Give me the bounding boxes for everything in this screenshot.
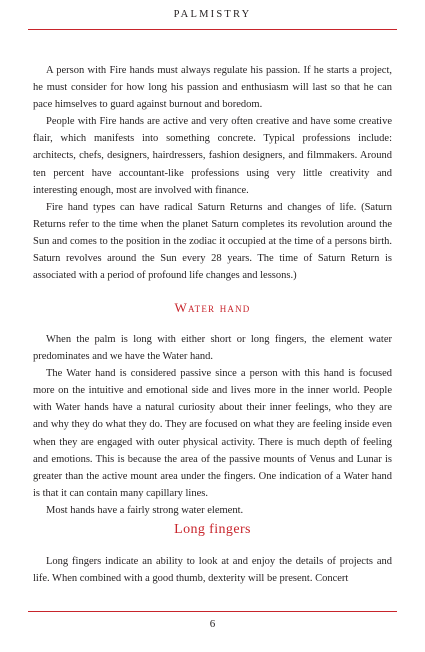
fire-hand-section <box>33 62 392 284</box>
paragraph: People with Fire hands are active and very often creative and have some creative flair, which manifests into something concrete. Typical professions include: architects, chefs, designers, hairdressers, fashion designers, and filmmakers. Around ten percent have accountant-like professions using very little creativity and interesting enough, most are involved with finance. <box>33 116 392 196</box>
paragraph: Long fingers indicate an ability to look at and enjoy the details of projects and life. When combined with a good thumb, dexterity will be present. Concert <box>33 556 392 585</box>
long-fingers-section <box>33 553 392 587</box>
paragraph: Most hands have a fairly strong water element. <box>46 504 244 516</box>
water-hand-section <box>33 331 392 519</box>
page-number: 6 <box>209 618 216 630</box>
paragraph: When the palm is long with either short or long fingers, the element water predominates and we have the Water hand. <box>33 334 392 363</box>
section-heading-long-fingers: Long fingers <box>174 522 251 537</box>
footer-rule <box>28 611 397 612</box>
paragraph: Fire hand types can have radical Saturn Returns and changes of life. (Saturn Returns refer to the time when the planet Saturn completes its revolution around the Sun and comes to the position in the zodiac it occupied at the time of a persons birth. Saturn revolves around the Sun every 28 years. The time of Saturn Return is associated with a period of profound life changes and lessons.) <box>33 201 392 282</box>
paragraph: The Water hand is considered passive since a person with this hand is focused more on the intuitive and emotional side and lives more in the inner world. People with Water hands have a natural curiosity about their inner feelings, who they are and why they do what they do. They are focused on what they are feeling inside even when they are engaged with outer physical activity. There is much depth of feeling and emotions. This is because the area of the passive mounts of Venus and Lunar is greater than the active mount area under the fingers. One indication of a Water hand is that it can contain many capillary lines. <box>33 368 392 499</box>
running-header: PALMISTRY <box>173 9 252 20</box>
section-heading-water-hand: Water hand <box>174 300 251 315</box>
paragraph: A person with Fire hands must always regulate his passion. If he starts a project, he must consider for how long his passion and enthusiasm will last so that he can pace himselves to guard against burnout and boredom. <box>33 65 392 111</box>
header-rule <box>28 29 397 30</box>
